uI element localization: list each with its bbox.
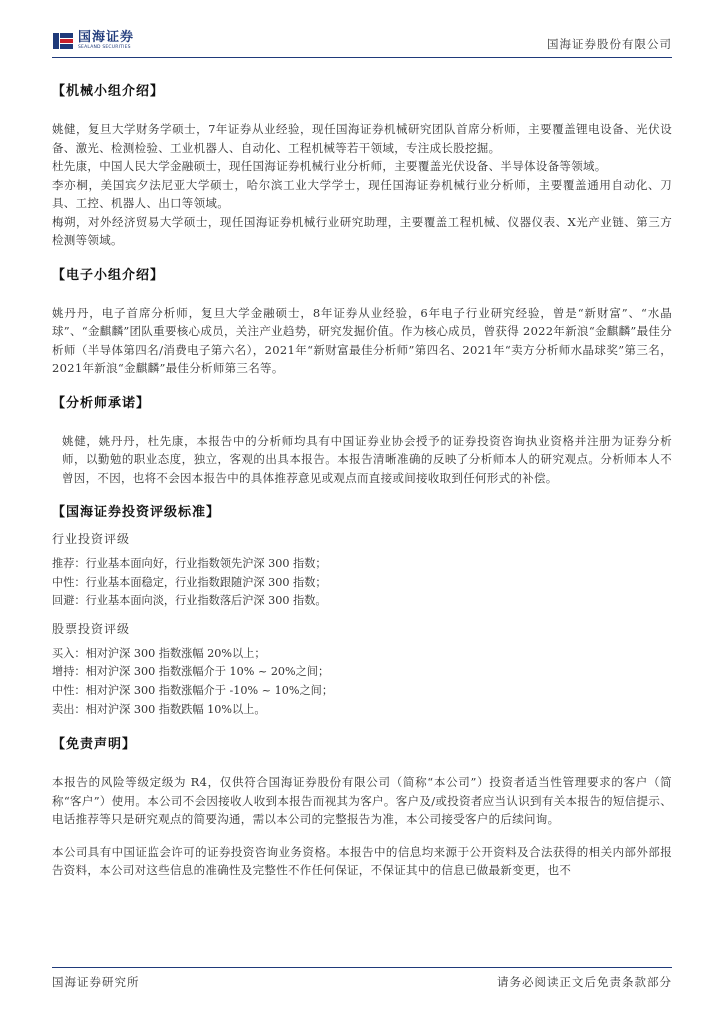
logo-english-name: SEALAND SECURITIES <box>78 45 131 50</box>
page-content <box>52 78 672 880</box>
header-divider <box>52 57 672 58</box>
section-title-machinery: 【机械小组介绍】 <box>52 84 165 99</box>
machinery-assistant-meishuo: 梅朔，对外经济贸易大学硕士，现任国海证券机械行业研究助理，主要覆盖工程机械、仪器仪表、X光产业链、第三方检测等领域。 <box>52 214 672 247</box>
disclaimer-paragraph-risk: 本报告的风险等级定级为 R4，仅供符合国海证券股份有限公司（简称“本公司”）投资者适当性管理要求的客户（简称“客户”）使用。本公司不会因接收人收到本报告而视其为客户。客户及/或投资者应当认识到有关本报告的短信提示、电话推荐等只是研究观点的简要沟通，需以本公司的完整报告为准，本公司接受客户的后续问询。 <box>52 775 672 827</box>
machinery-analyst-duxiankang: 杜先康，中国人民大学金融硕士，现任国海证券机械行业分析师，主要覆盖光伏设备、半导体设备等领域。 <box>52 159 607 173</box>
stock-rating-neutral: 中性：相对沪深 300 指数涨幅介于 -10% ~ 10%之间； <box>52 683 334 697</box>
page-header <box>0 0 724 58</box>
sealand-logo-icon <box>52 30 74 52</box>
disclaimer-section <box>52 731 672 880</box>
logo-chinese-name: 国海证券 <box>78 30 135 45</box>
industry-rating-recommend: 推荐：行业基本面向好，行业指数领先沪深 300 指数； <box>52 557 327 570</box>
machinery-analyst-liyitong: 李亦桐，美国宾夕法尼亚大学硕士，哈尔滨工业大学学士，现任国海证券机械行业分析师，主要覆盖通用自动化、刀具、工控、机器人、出口等领域。 <box>52 177 672 210</box>
machinery-team-section <box>52 78 672 250</box>
stock-rating-buy: 买入：相对沪深 300 指数涨幅 20%以上； <box>52 646 266 660</box>
industry-rating-heading: 行业投资评级 <box>52 532 131 546</box>
footer-institute: 国海证券研究所 <box>52 975 140 989</box>
stock-rating-heading: 股票投资评级 <box>52 621 131 636</box>
section-title-electronics: 【电子小组介绍】 <box>52 267 165 283</box>
section-title-rating: 【国海证券投资评级标准】 <box>52 505 221 520</box>
industry-rating-avoid: 回避：行业基本面向淡，行业指数落后沪深 300 指数。 <box>52 594 327 608</box>
footer-notice: 请务必阅读正文后免责条款部分 <box>497 975 672 989</box>
stock-rating-sell: 卖出：相对沪深 300 指数跌幅 10%以上。 <box>52 702 266 716</box>
section-title-commitment: 【分析师承诺】 <box>52 395 151 411</box>
machinery-analyst-yaojian: 姚健，复旦大学财务学硕士，7年证券从业经验，现任国海证券机械研究团队首席分析师，主要覆盖锂电设备、光伏设备、激光、检测检验、工业机器人、自动化、工程机械等若干领域，专注成长股挖掘。 <box>52 122 672 155</box>
industry-rating-neutral: 中性：行业基本面稳定，行业指数跟随沪深 300 指数； <box>52 575 327 589</box>
company-name: 国海证券股份有限公司 <box>547 37 672 51</box>
footer-divider <box>52 967 672 968</box>
stock-rating-overweight: 增持：相对沪深 300 指数涨幅介于 10% ~ 20%之间； <box>52 665 330 679</box>
commitment-text: 姚健，姚丹丹，杜先康，本报告中的分析师均具有中国证券业协会授予的证券投资咨询执业资格并注册为证券分析师，以勤勉的职业态度，独立，客观的出具本报告。本报告清晰准确的反映了分析师本人的研究观点。分析师本人不曾因，不因，也将不会因本报告中的具体推荐意见或观点而直接或间接收取到任何形式的补偿。 <box>62 433 672 485</box>
analyst-commitment-section <box>52 390 672 488</box>
electronics-analyst-yaodandan: 姚丹丹，电子首席分析师，复旦大学金融硕士，8年证券从业经验，6年电子行业研究经验，曾是“新财富”、“水晶球”、“金麒麟”团队重要核心成员，关注产业趋势，研究发掘价值。作为核心成员，曾获得 2022年新浪“金麒麟”最佳分析师（半导体第四名/消费电子第六名），2021年“新财富最佳分析师”第四名、2021年“卖方分析师水晶球奖”第三名，2021年新浪“金麒麟”最佳分析师第三名等。 <box>52 305 672 375</box>
company-logo <box>52 30 134 52</box>
disclaimer-paragraph-qualification: 本公司具有中国证监会许可的证券投资咨询业务资格。本报告中的信息均来源于公开资料及合法获得的相关内部外部报告资料，本公司对这些信息的准确性及完整性不作任何保证，不保证其中的信息已做最新变更，也不 <box>52 844 672 878</box>
section-title-disclaimer: 【免责声明】 <box>52 737 137 753</box>
rating-standard-section <box>52 499 672 719</box>
electronics-team-section <box>52 262 672 378</box>
